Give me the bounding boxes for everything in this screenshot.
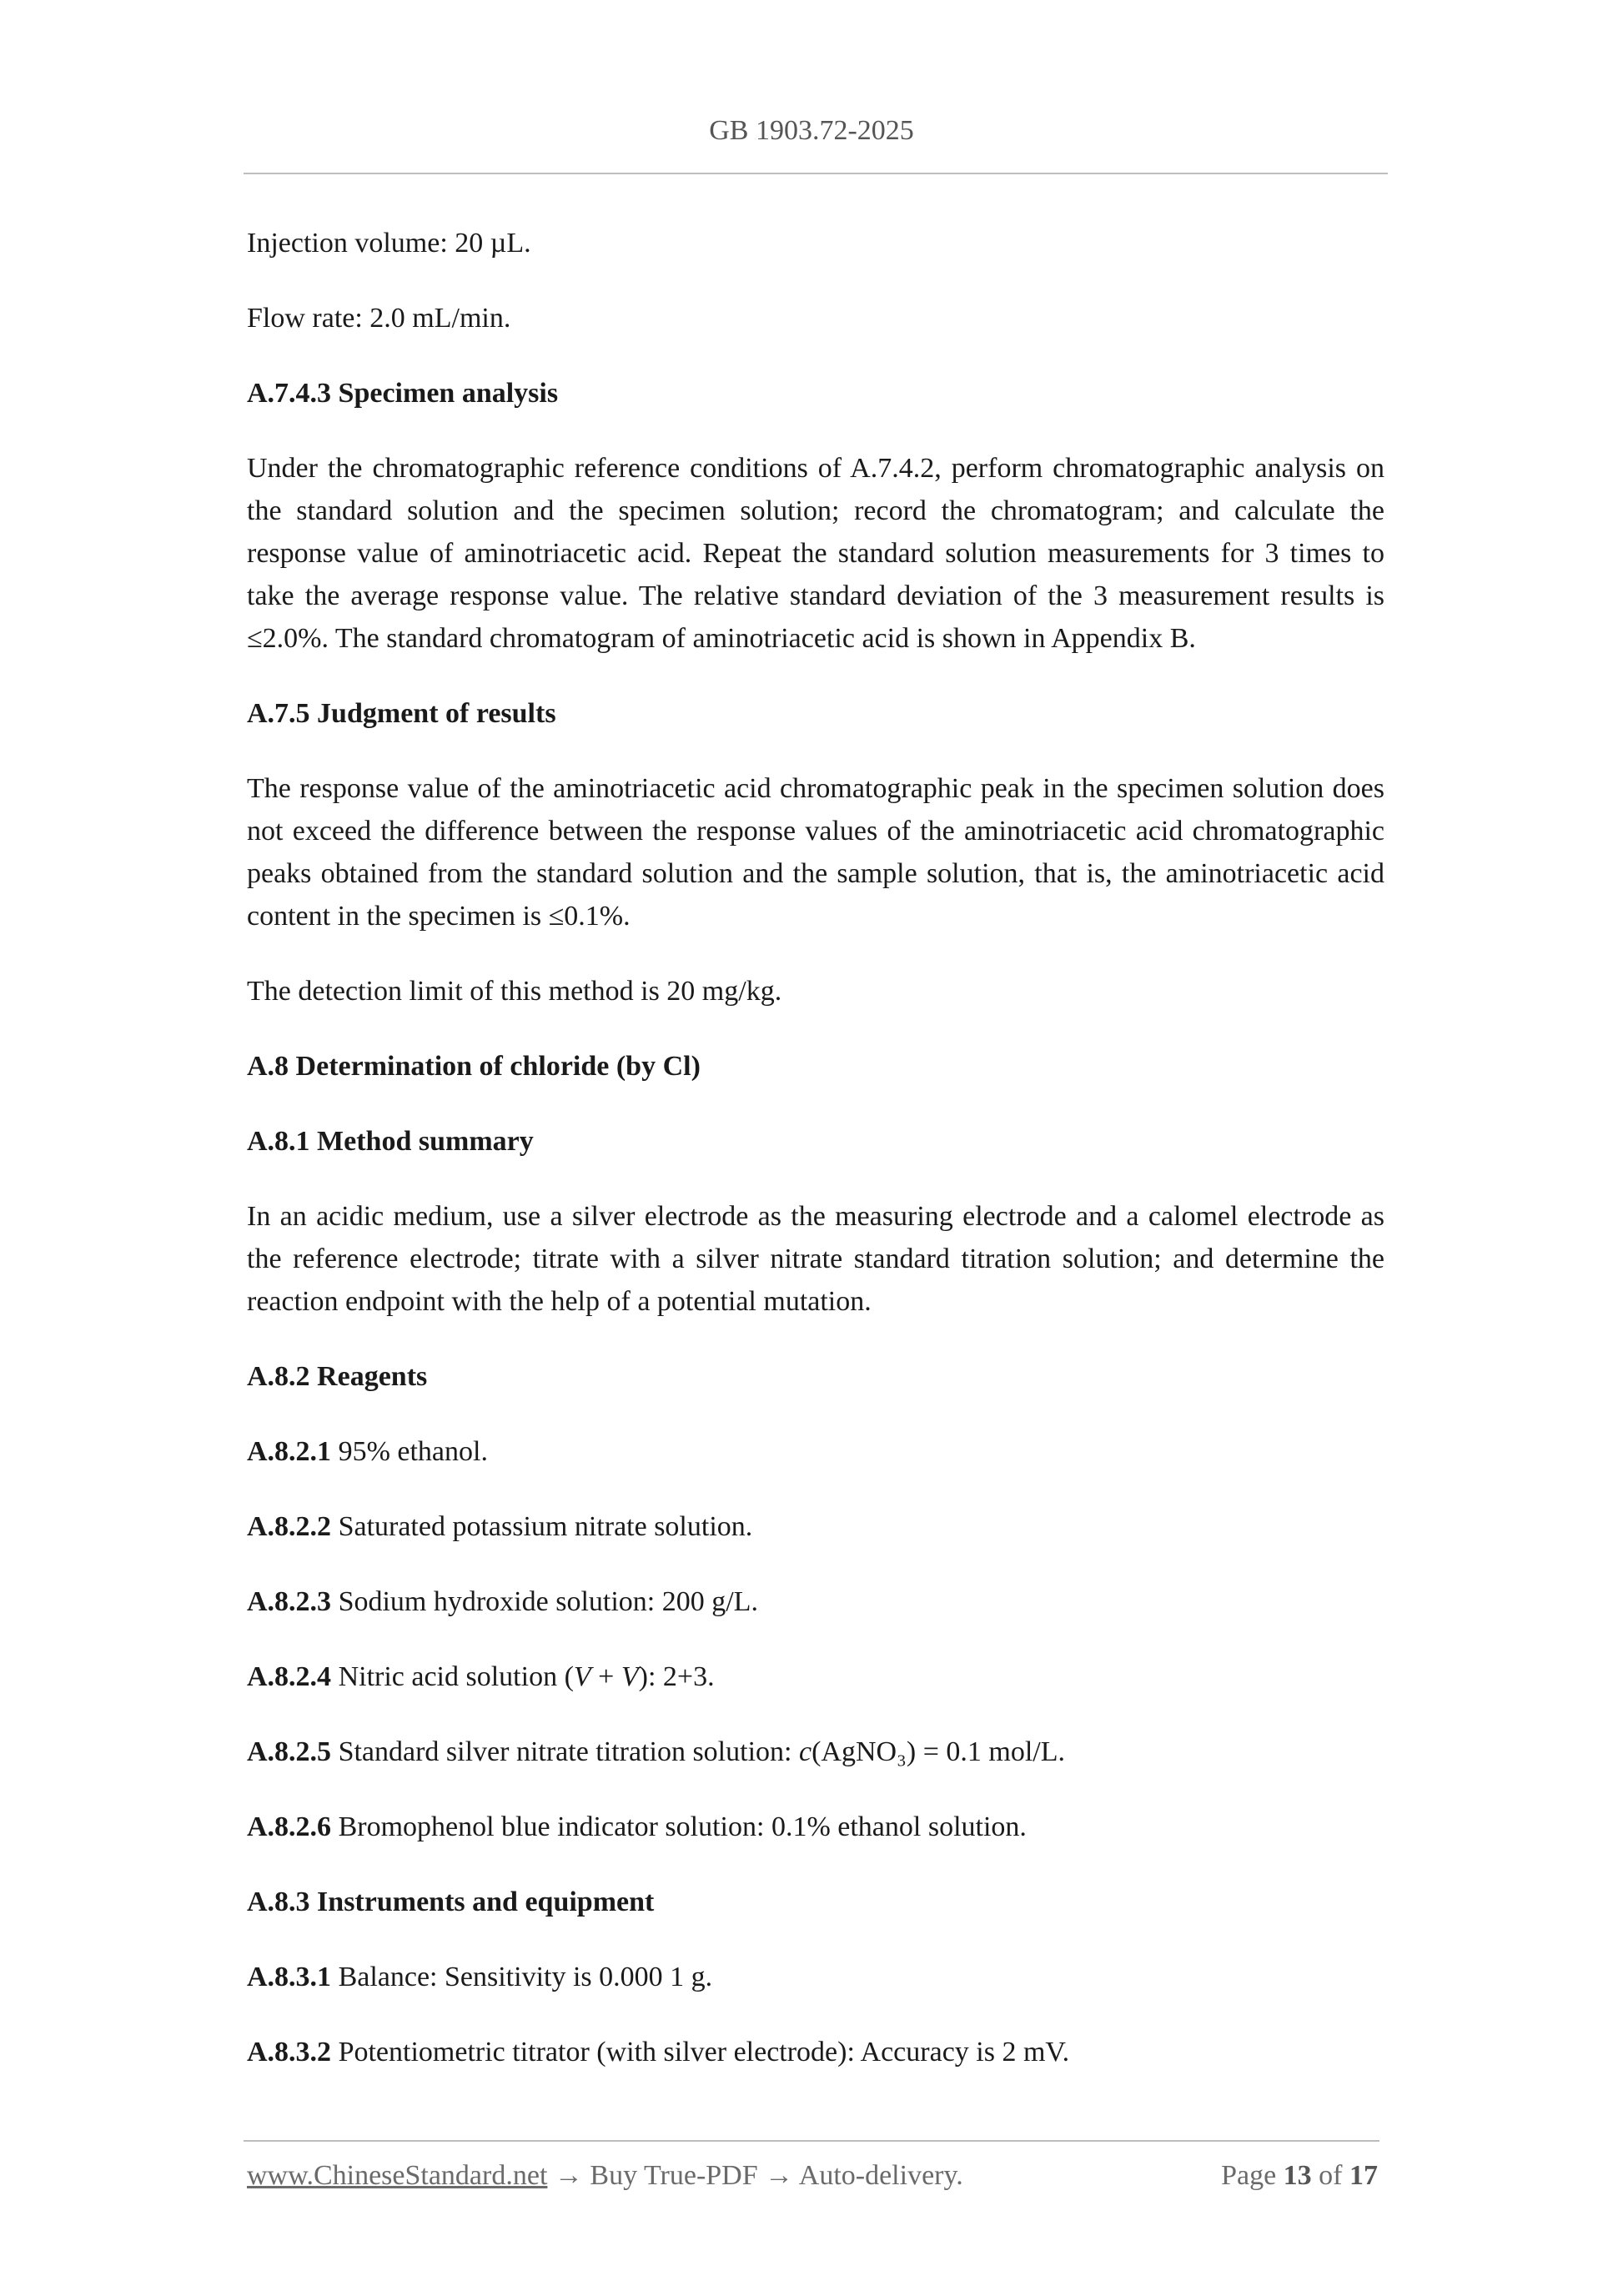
clause-text: Bromophenol blue indicator solution: 0.1% ethanol solution. [331, 1811, 1027, 1842]
heading-a75: A.7.5 Judgment of results [247, 698, 556, 729]
reagent-a824 [247, 1655, 1384, 1698]
clause-text: Balance: Sensitivity is 0.000 1 g. [331, 1962, 713, 1992]
reagent-a823 [247, 1580, 1384, 1623]
page-total: 17 [1349, 2160, 1378, 2191]
page-current: 13 [1283, 2160, 1312, 2191]
page-label: Page [1221, 2160, 1284, 2191]
page-of: of [1311, 2160, 1349, 2191]
clause-number: A.8.2.6 [247, 1811, 332, 1842]
footer-promo-text: → Buy True-PDF → Auto-delivery. [547, 2160, 963, 2191]
clause-number: A.8.2.3 [247, 1586, 332, 1617]
page-number [1221, 2160, 1378, 2192]
reagent-a825 [247, 1731, 1384, 1773]
paragraph-a75: The response value of the aminotriacetic acid chromatographic peak in the specimen solution does not exceed the difference between the response values of the aminotriacetic acid chromatographic peaks obtained from the standard solution and the sample solution, that is, the aminotriacetic acid content in the specimen is ≤0.1%. [247, 773, 1384, 932]
clause-number: A.8.2.4 [247, 1661, 332, 1692]
footer-promo [247, 2160, 963, 2192]
paragraph-a743: Under the chromatographic reference conditions of A.7.4.2, perform chromatographic analysis on the standard solution and the specimen solution; record the chromatogram; and calculate the response value of aminotriacetic acid. Repeat the standard solution measurements for 3 times to take the average response value. The relative standard deviation of the 3 measurement results is ≤2.0%. The standard chromatogram of aminotriacetic acid is shown in Appendix B. [247, 453, 1384, 654]
clause-text: Sodium hydroxide solution: 200 g/L. [331, 1586, 758, 1617]
header-divider [244, 173, 1388, 174]
equipment-a831 [247, 1956, 1384, 1998]
paragraph-a81: In an acidic medium, use a silver electrode as the measuring electrode and a calomel electrode as the reference electrode; titrate with a silver nitrate standard titration solution; and determine the reaction endpoint with the help of a potential mutation. [247, 1201, 1384, 1317]
clause-number: A.8.2.5 [247, 1736, 332, 1767]
heading-a743: A.7.4.3 Specimen analysis [247, 378, 559, 409]
clause-number: A.8.2.2 [247, 1511, 332, 1542]
page-header-title: GB 1903.72-2025 [709, 115, 914, 146]
paragraph-injection-volume: Injection volume: 20 µL. [247, 228, 531, 259]
clause-text: Potentiometric titrator (with silver electrode): Accuracy is 2 mV. [331, 2037, 1070, 2067]
clause-number: A.8.3.2 [247, 2037, 332, 2067]
heading-a82: A.8.2 Reagents [247, 1361, 428, 1392]
reagent-a826 [247, 1806, 1384, 1848]
plus-sign: + [590, 1661, 621, 1692]
paragraph-flow-rate: Flow rate: 2.0 mL/min. [247, 303, 511, 334]
concentration-symbol: c [798, 1736, 812, 1767]
clause-text: Standard silver nitrate titration solution: [331, 1736, 799, 1767]
clause-number: A.8.2.1 [247, 1436, 332, 1467]
chinesestandard-link[interactable]: www.ChineseStandard.net [247, 2160, 548, 2191]
clause-text: 95% ethanol. [331, 1436, 488, 1467]
equipment-a832 [247, 2031, 1384, 2073]
document-body [247, 222, 1384, 2106]
heading-a83: A.8.3 Instruments and equipment [247, 1887, 655, 1917]
reagent-a822 [247, 1505, 1384, 1548]
clause-text: Saturated potassium nitrate solution. [331, 1511, 753, 1542]
paragraph-detection-limit: The detection limit of this method is 20 mg/kg. [247, 976, 782, 1007]
clause-text: Nitric acid solution ( [331, 1661, 574, 1692]
volume-symbol: V [621, 1661, 639, 1692]
heading-a8: A.8 Determination of chloride (by Cl) [247, 1051, 701, 1082]
reagent-a821 [247, 1430, 1384, 1473]
heading-a81: A.8.1 Method summary [247, 1126, 534, 1157]
volume-symbol: V [573, 1661, 591, 1692]
clause-text: (AgNO₃) = 0.1 mol/L. [812, 1736, 1066, 1767]
clause-number: A.8.3.1 [247, 1962, 332, 1992]
clause-text: ): 2+3. [638, 1661, 715, 1692]
footer-divider [244, 2140, 1379, 2142]
